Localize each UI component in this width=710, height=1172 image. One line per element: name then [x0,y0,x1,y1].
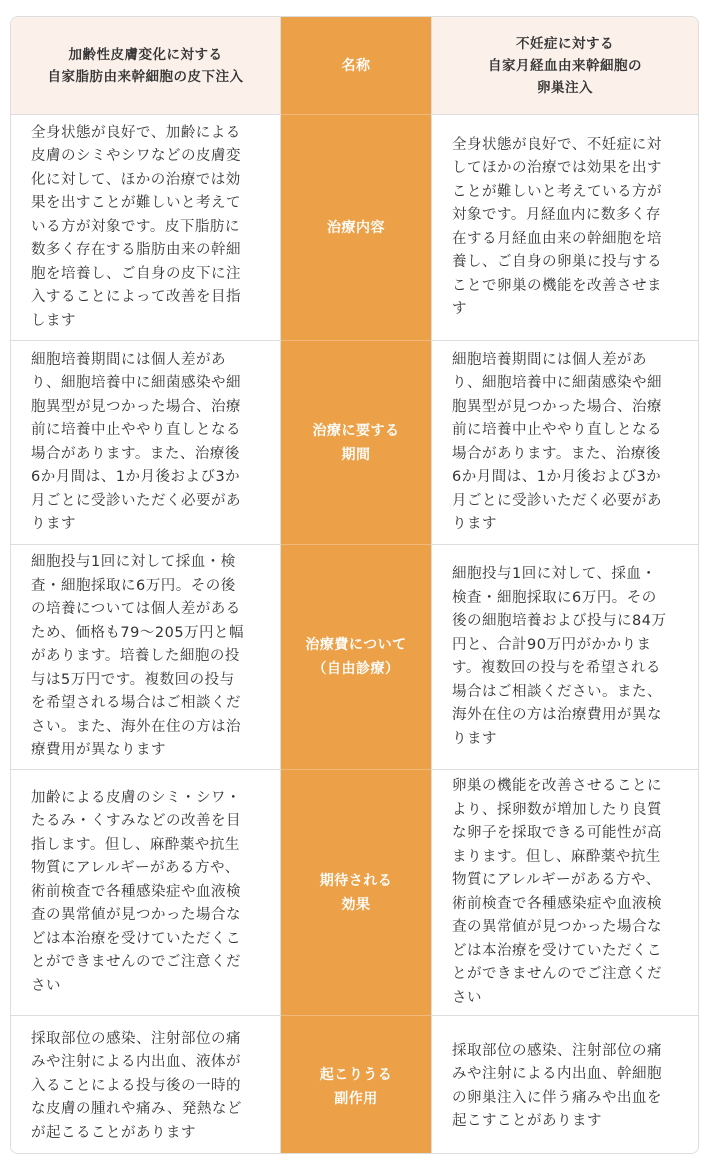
row-effect-label: 期待される 効果 [281,770,431,1016]
row-side-effects-left: 採取部位の感染、注射部位の痛 みや注射による内出血、液体が 入ることによる投与後の一時的 な皮膚の腫れや痛み、発熱など が起こることがあります [11,1016,281,1154]
row-treatment-content-right: 全身状態が良好で、不妊症に対 してほかの治療では効果を出す ことが難しいと考えている方が 対象です。月経血内に数多く存 在する月経血由来の幹細胞を培 養し、ご自身の卵巣に投与する ことで卵巣の機能を改善させま す [431,115,698,341]
row-cost-label: 治療費について （自由診療） [281,545,431,770]
row-duration-right: 細胞培養期間には個人差があ り、細胞培養中に細菌感染や細 胞異型が見つかった場合、治療 前に培養中止ややり直しとなる 場合があります。また、治療後 6か月間は、1か月後および3か 月ごとに受診いただく必要があ ります [431,341,698,545]
row-cost-right: 細胞投与1回に対して、採血・ 検査・細胞採取に6万円。その 後の細胞培養および投与に84万 円と、合計90万円がかかりま す。複数回の投与を希望される 場合はご相談ください。また、 海外在住の方は治療費用が異な ります [431,545,698,770]
row-effect-left: 加齢による皮膚のシミ・シワ・ たるみ・くすみなどの改善を目 指します。但し、麻酔薬や抗生 物質にアレルギーがある方や、 術前検査で各種感染症や血液検 査の異常値が見つかった場合な どは本治療を受けていただくこ とができませんのでご注意くだ さい [11,770,281,1016]
row-treatment-content-label: 治療内容 [281,115,431,341]
comparison-table [10,16,699,1154]
row-side-effects-label: 起こりうる 副作用 [281,1016,431,1154]
row-duration-left: 細胞培養期間には個人差があ り、細胞培養中に細菌感染や細 胞異型が見つかった場合、治療 前に培養中止ややり直しとなる 場合があります。また、治療後 6か月間は、1か月後および3か 月ごとに受診いただく必要があ ります [11,341,281,545]
header-left-treatment: 加齢性皮膚変化に対する 自家脂肪由来幹細胞の皮下注入 [11,17,281,115]
row-effect-right: 卵巣の機能を改善させることに より、採卵数が増加したり良質 な卵子を採取できる可能性が高 まります。但し、麻酔薬や抗生 物質にアレルギーがある方や、 術前検査で各種感染症や血液検 査の異常値が見つかった場合な どは本治療を受けていただくこ とができませんのでご注意くだ さい [431,770,698,1016]
row-cost-left: 細胞投与1回に対して採血・検 査・細胞採取に6万円。その後 の培養については個人差がある ため、価格も79〜205万円と幅 があります。培養した細胞の投 与は5万円です。複数回の投与 を希望される場合はご相談くだ さい。また、海外在住の方は治 療費用が異なります [11,545,281,770]
header-name-column: 名称 [281,17,431,115]
row-treatment-content-left: 全身状態が良好で、加齢による 皮膚のシミやシワなどの皮膚変 化に対して、ほかの治療では効 果を出すことが難しいと考えて いる方が対象です。皮下脂肪に 数多く存在する脂肪由来の幹細 胞を培養し、ご自身の皮下に注 入することによって改善を目指 します [11,115,281,341]
row-side-effects-right: 採取部位の感染、注射部位の痛 みや注射による内出血、幹細胞 の卵巣注入に伴う痛みや出血を 起こすことがあります [431,1016,698,1154]
row-duration-label: 治療に要する 期間 [281,341,431,545]
header-right-treatment: 不妊症に対する 自家月経血由来幹細胞の 卵巣注入 [431,17,698,115]
